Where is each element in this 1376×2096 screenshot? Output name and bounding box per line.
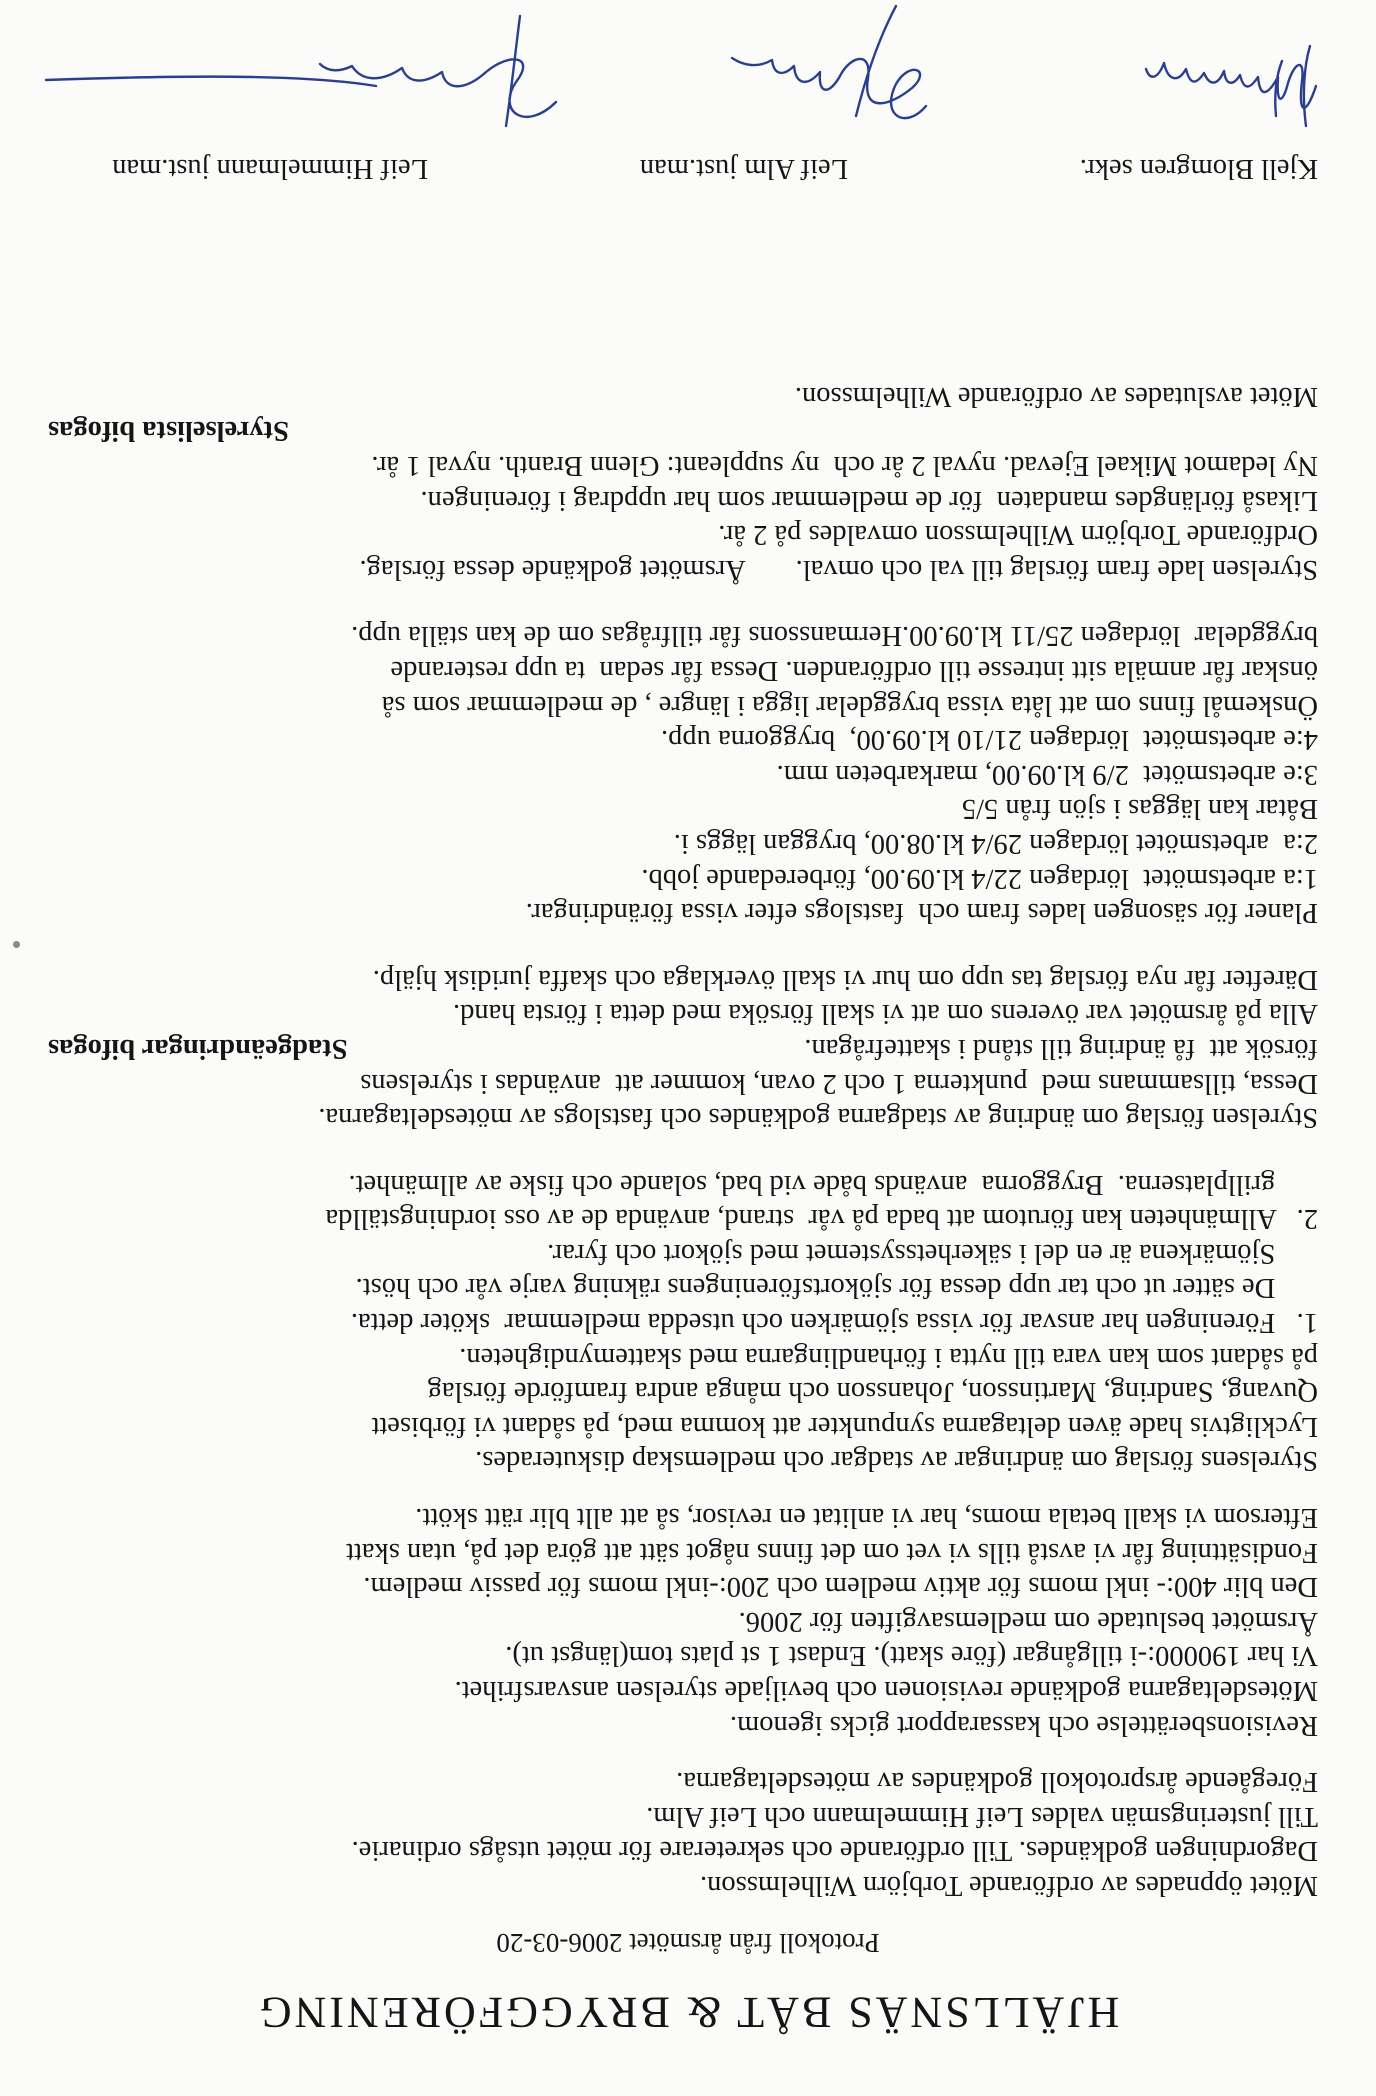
handwritten-signatures bbox=[0, 0, 1376, 146]
text-line: 3:e arbetsmötet 2/9 kl.09.00, markarbeten mm. bbox=[776, 758, 1318, 790]
text-line: på sådant som kan vara till nytta i förhandlingarna med skattemyndigheten. bbox=[459, 1341, 1318, 1373]
text-line: Dagordningen godkändes. Till ordförande och sekreterare för mötet utsågs ordinarie. bbox=[351, 1835, 1318, 1867]
paragraph-bylaws-discussion bbox=[48, 1166, 1318, 1477]
text-segment: försök att få ändring till stånd i skattefrågan. bbox=[804, 1032, 1318, 1064]
paragraph-finances bbox=[48, 1499, 1318, 1741]
text-line: 2:a arbetsmötet lördagen 29/4 kl.08.00, bryggan läggs i. bbox=[673, 827, 1318, 859]
text-line: Lyckligtvis hade även deltagarna synpunkter att komma med, på sådant vi förbisett bbox=[371, 1410, 1318, 1442]
text-line: Styrelsen förslag om ändring av stadgarna godkändes och fastslogs av mötesdeltagarna. bbox=[318, 1102, 1318, 1134]
text-line: Båtar kan läggas i sjön från 5/5 bbox=[961, 793, 1318, 825]
text-line: Likaså förlängdes mandaten för de medlemmar som har uppdrag i föreningen. bbox=[420, 484, 1318, 516]
minutes-body bbox=[48, 378, 1318, 1902]
paragraph-elections bbox=[48, 378, 1318, 586]
text-line: grillplatserna. Bryggorna används både vid bad, solande och fiske av allmänhet. bbox=[348, 1168, 1318, 1200]
text-line: Ny ledamot Mikael Ejevad. nyval 2 år och ny suppleant: Glenn Branth. nyval 1 år. bbox=[371, 450, 1318, 482]
paragraph-bylaws-decision bbox=[48, 961, 1318, 1134]
text-line: önskar får anmäla sitt intresse till ordföranden. Dessa får sedan ta upp resterande bbox=[390, 655, 1318, 686]
signatory-secretary: Kjell Blomgren sekr. bbox=[1079, 153, 1318, 184]
document-title: HJÄLLSNÄS BÅT & BRYGGFÖRENING bbox=[256, 1988, 1120, 2037]
text-line: 1:a arbetsmötet lördagen 22/4 kl.09.00, förberedande jobb. bbox=[641, 862, 1318, 894]
signature-blomgren bbox=[1146, 46, 1316, 126]
text-line: Därefter får nya förslag tas upp om hur vi skall överklaga och skaffa juridisk hjälp. bbox=[372, 963, 1318, 995]
text-line: Till justeringsmän valdes Leif Himmelmann och Leif Alm. bbox=[646, 1800, 1318, 1832]
text-line: Fondisättning får vi avstå tills vi vet om det finns något sätt att göra det på, utan skatt bbox=[346, 1536, 1318, 1568]
text-line: Mötesdeltagarna godkände revisionen och beviljade styrelsen ansvarsfrihet. bbox=[454, 1675, 1318, 1707]
paragraph-opening bbox=[48, 1764, 1318, 1902]
text-line: bryggdelar lördagen 25/11 kl.09.00.Hermanssons får tillfrågas om de kan ställa upp. bbox=[351, 620, 1318, 652]
signatory-adjuster-himmelmann: Leif Himmelmann just.man bbox=[112, 153, 428, 184]
text-line: 4:e arbetsmötet lördagen 21/10 kl.09.00, bryggorna upp. bbox=[661, 724, 1318, 756]
text-line-with-note bbox=[48, 1030, 1318, 1065]
text-line: Eftersom vi skall betala moms, har vi anlitat en revisor, så att allt blir rätt skött. bbox=[415, 1502, 1318, 1534]
closing-line: Mötet avslutades av ordförande Wilhelmsson. bbox=[794, 380, 1318, 412]
text-line: Föregående årsprotokoll godkändes av mötesdeltagarna. bbox=[676, 1766, 1318, 1798]
document-subtitle: Protokoll från årsmötet 2006-03-20 bbox=[496, 1928, 880, 1958]
text-line: Ordförande Torbjörn Wilhelmsson omvaldes på 2 år. bbox=[718, 519, 1318, 551]
text-line: Styrelsen lade fram förslag till val och omval. Årsmötet godkände dessa förslag. bbox=[359, 553, 1318, 585]
attachment-note-board-list: Styrelselista bifogas bbox=[48, 415, 289, 447]
paragraph-season-plan bbox=[48, 618, 1318, 929]
text-line: Planer för säsongen lades fram och fastslogs efter vissa förändringar. bbox=[525, 897, 1318, 929]
text-line: 1. Föreningen har ansvar för vissa sjömärken och utsedda medlemmar sköter detta. bbox=[350, 1307, 1318, 1339]
text-line: 2. Allmänheten kan förutom att bada på vår strand, använda de av oss iordningställda bbox=[325, 1203, 1318, 1235]
text-line: Mötet öppnades av ordförande Torbjörn Wilhelmsson. bbox=[700, 1870, 1318, 1901]
signature-himmelmann bbox=[46, 16, 556, 126]
signature-alm bbox=[732, 6, 926, 118]
text-line: Önskemål finns om att låta vissa bryggdelar ligga i längre , de medlemmar som så bbox=[381, 689, 1318, 721]
paper-speck bbox=[13, 941, 20, 948]
text-line: Sjömärkena är en del i säkerhetssystemet med sjökort och fyrar. bbox=[547, 1237, 1318, 1269]
text-line: Den blir 400:- inkl moms för aktiv medlem och 200:-inkl moms för passiv medlem. bbox=[363, 1571, 1318, 1603]
text-line: Vi har 190000:-i tillgångar (före skatt). Endast 1 st plats tom(längst ut). bbox=[505, 1640, 1318, 1672]
text-line: Alla på årsmötet var överens om att vi skall försöka med detta i första hand. bbox=[452, 998, 1318, 1030]
text-line: Årsmötet beslutade om medlemsavgiften för 2006. bbox=[738, 1605, 1318, 1637]
text-line: Revisionsberättelse och kassarapport gicks igenom. bbox=[729, 1709, 1318, 1741]
text-line: Styrelsens förslag om ändringar av stadgar och medlemskap diskuterades. bbox=[475, 1445, 1318, 1477]
text-line: De sätter ut och tar upp dessa för sjökortsföreningens räkning varje vår och höst. bbox=[355, 1272, 1318, 1304]
signatory-adjuster-alm: Leif Alm just.man bbox=[639, 153, 848, 184]
text-line-with-note bbox=[48, 413, 1318, 448]
attachment-note-bylaws: Stadgeändringar bifogas bbox=[48, 1032, 348, 1064]
text-line: Dessa, tillsammans med punkterna 1 och 2 ovan, kommer att användas i styrelsens bbox=[360, 1067, 1318, 1099]
text-line: Quvang, Sandring, Martinsson, Johansson och många andra framförde förslag bbox=[427, 1376, 1318, 1408]
signatory-row bbox=[48, 152, 1318, 184]
